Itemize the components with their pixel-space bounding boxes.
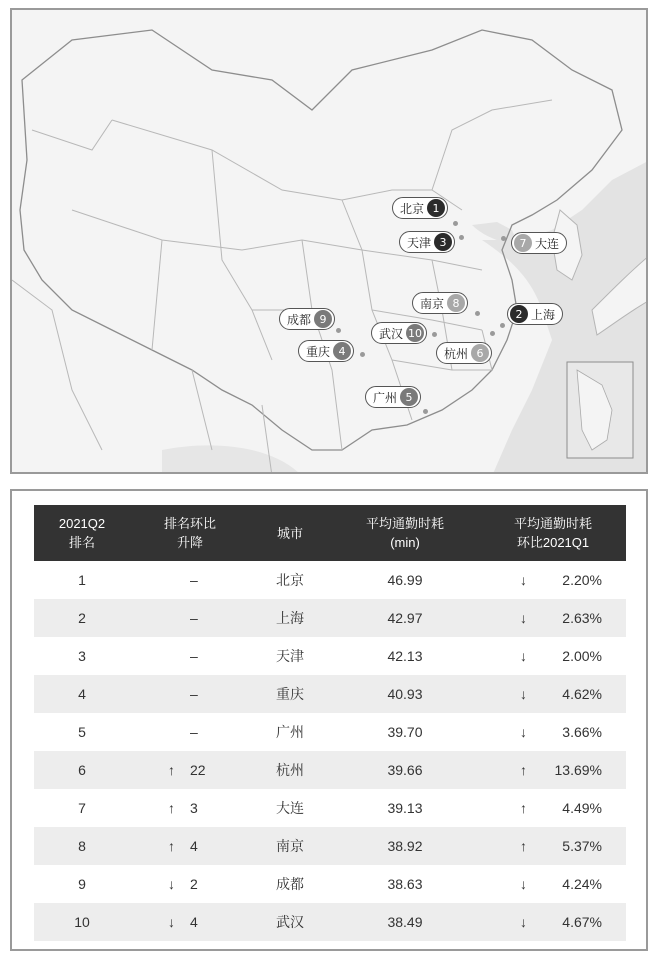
qoq-value: 2.63% <box>562 610 602 626</box>
header-line: 平均通勤时耗 <box>365 516 444 531</box>
header-line: 排名环比 <box>163 516 216 531</box>
rank-badge: 8 <box>447 294 465 312</box>
cell-rank-change <box>130 751 250 789</box>
cell-city: 天津 <box>276 648 304 664</box>
cell-qoq <box>480 865 626 903</box>
city-dot <box>490 331 495 336</box>
rank-badge: 2 <box>510 305 528 323</box>
cell-rank-change <box>130 865 250 903</box>
rank-change-arrow-icon: ↑ <box>168 800 175 816</box>
header-line: 城市 <box>276 525 303 541</box>
cell-rank: 6 <box>34 751 130 789</box>
city-dot <box>432 332 437 337</box>
cell-city: 北京 <box>276 572 304 588</box>
cell-rank: 9 <box>78 876 86 892</box>
rank-change-value: 2 <box>190 876 198 892</box>
header-rank <box>34 505 130 561</box>
header-qoq <box>480 505 626 561</box>
cell-rank-change <box>130 675 250 713</box>
header-line: 升降 <box>176 535 203 550</box>
cell-avg-time: 42.13 <box>387 648 423 664</box>
city-dot <box>453 221 458 226</box>
rank-badge: 5 <box>400 388 418 406</box>
qoq-value: 4.67% <box>562 914 602 930</box>
rank-change-arrow-icon: ↑ <box>168 838 175 854</box>
table-row <box>34 827 626 865</box>
cell-rank: 3 <box>78 648 86 664</box>
cell-avg-time: 42.97 <box>330 599 480 637</box>
qoq-value: 13.69% <box>554 762 602 778</box>
cell-rank: 2 <box>34 599 130 637</box>
cell-avg-time: 40.93 <box>330 675 480 713</box>
table-body <box>34 561 626 941</box>
city-name: 杭州 <box>444 346 469 361</box>
qoq-arrow-icon: ↓ <box>520 648 527 664</box>
city-pin-shanghai <box>507 303 563 325</box>
qoq-arrow-icon: ↓ <box>520 876 527 892</box>
rank-change-value: – <box>190 686 198 702</box>
cell-rank: 10 <box>34 903 130 941</box>
cell-rank-change <box>130 713 250 751</box>
rank-change-value: 4 <box>190 914 198 930</box>
qoq-arrow-icon: ↓ <box>520 914 527 930</box>
header-rank-change <box>130 505 250 561</box>
qoq-value: 5.37% <box>562 838 602 854</box>
rank-change-value: – <box>190 572 198 588</box>
qoq-value: 2.00% <box>562 648 602 664</box>
cell-city: 上海 <box>250 599 330 637</box>
city-dot <box>336 328 341 333</box>
cell-qoq <box>480 827 626 865</box>
cell-rank-change <box>130 637 250 675</box>
qoq-arrow-icon: ↓ <box>520 686 527 702</box>
rank-badge: 3 <box>434 233 452 251</box>
rank-badge: 7 <box>514 234 532 252</box>
table-row <box>34 599 626 637</box>
city-dot <box>475 311 480 316</box>
cell-rank: 8 <box>34 827 130 865</box>
cell-city: 大连 <box>276 800 304 816</box>
cell-qoq <box>480 713 626 751</box>
cell-rank: 5 <box>78 724 86 740</box>
header-line: 排名 <box>68 535 95 550</box>
city-name: 上海 <box>531 307 556 322</box>
cell-avg-time: 39.70 <box>387 724 423 740</box>
table-row <box>34 675 626 713</box>
city-dot <box>459 235 464 240</box>
table-row <box>34 789 626 827</box>
header-city <box>250 505 330 561</box>
cell-avg-time: 38.49 <box>330 903 480 941</box>
qoq-arrow-icon: ↑ <box>520 762 527 778</box>
qoq-value: 3.66% <box>562 724 602 740</box>
header-line: 2021Q2 <box>58 516 106 531</box>
cell-avg-time: 46.99 <box>387 572 423 588</box>
cell-city: 南京 <box>250 827 330 865</box>
cell-qoq <box>480 599 626 637</box>
qoq-value: 4.49% <box>562 800 602 816</box>
cell-qoq <box>480 561 626 599</box>
rank-change-value: 22 <box>190 762 206 778</box>
cell-rank: 1 <box>78 572 86 588</box>
city-name: 大连 <box>535 236 560 251</box>
cell-city: 重庆 <box>250 675 330 713</box>
cell-rank-change <box>130 561 250 599</box>
rank-badge: 6 <box>471 344 489 362</box>
city-dot <box>500 323 505 328</box>
city-name: 天津 <box>407 235 432 250</box>
city-pin-tianjin <box>399 231 455 253</box>
map-panel <box>10 8 648 474</box>
rank-badge: 9 <box>314 310 332 328</box>
cell-city: 杭州 <box>250 751 330 789</box>
rank-change-arrow-icon: ↑ <box>168 762 175 778</box>
table-header-row <box>34 505 626 561</box>
cell-rank-change <box>130 789 250 827</box>
city-dot <box>501 236 506 241</box>
rank-change-value: – <box>190 724 198 740</box>
city-name: 武汉 <box>379 326 404 341</box>
table-row <box>34 865 626 903</box>
cell-qoq <box>480 751 626 789</box>
cell-rank-change <box>130 903 250 941</box>
city-name: 广州 <box>373 390 398 405</box>
city-pin-guangzhou <box>365 386 421 408</box>
rank-badge: 1 <box>427 199 445 217</box>
qoq-value: 4.24% <box>562 876 602 892</box>
rank-change-value: 3 <box>190 800 198 816</box>
table-row <box>34 637 626 675</box>
rank-change-arrow-icon: ↓ <box>168 914 175 930</box>
table-row <box>34 903 626 941</box>
city-name: 南京 <box>420 296 445 311</box>
cell-rank: 4 <box>34 675 130 713</box>
header-avg-time <box>330 505 480 561</box>
header-line: (min) <box>390 535 420 550</box>
cell-city: 武汉 <box>250 903 330 941</box>
table-panel <box>10 489 648 951</box>
qoq-value: 2.20% <box>562 572 602 588</box>
city-name: 成都 <box>287 312 312 327</box>
cell-city: 成都 <box>276 876 304 892</box>
city-pin-dalian <box>511 232 567 254</box>
qoq-arrow-icon: ↓ <box>520 724 527 740</box>
cell-avg-time: 39.66 <box>330 751 480 789</box>
qoq-arrow-icon: ↓ <box>520 572 527 588</box>
header-line: 平均通勤时耗 <box>513 516 592 531</box>
cell-city: 广州 <box>276 724 304 740</box>
qoq-arrow-icon: ↑ <box>520 800 527 816</box>
city-pin-nanjing <box>412 292 468 314</box>
qoq-arrow-icon: ↓ <box>520 610 527 626</box>
city-pin-beijing <box>392 197 448 219</box>
cell-avg-time: 38.63 <box>387 876 423 892</box>
city-pin-hangzhou <box>436 342 492 364</box>
city-dot <box>423 409 428 414</box>
cell-avg-time: 39.13 <box>387 800 423 816</box>
rank-change-value: – <box>190 610 198 626</box>
cell-avg-time: 38.92 <box>330 827 480 865</box>
header-line: 环比2021Q1 <box>516 535 590 550</box>
rank-change-value: – <box>190 648 198 664</box>
rank-change-value: 4 <box>190 838 198 854</box>
rank-badge: 10 <box>406 324 424 342</box>
rank-badge: 4 <box>333 342 351 360</box>
city-pin-chengdu <box>279 308 335 330</box>
table-row <box>34 751 626 789</box>
table-row <box>34 713 626 751</box>
city-name: 重庆 <box>306 344 331 359</box>
cell-qoq <box>480 637 626 675</box>
cell-rank: 7 <box>78 800 86 816</box>
cell-qoq <box>480 789 626 827</box>
cell-qoq <box>480 903 626 941</box>
table-row <box>34 561 626 599</box>
cell-rank-change <box>130 599 250 637</box>
city-pin-wuhan <box>371 322 427 344</box>
qoq-arrow-icon: ↑ <box>520 838 527 854</box>
city-name: 北京 <box>400 201 425 216</box>
cell-rank-change <box>130 827 250 865</box>
commute-ranking-table <box>34 505 626 941</box>
city-pin-chongqing <box>298 340 354 362</box>
cell-qoq <box>480 675 626 713</box>
rank-change-arrow-icon: ↓ <box>168 876 175 892</box>
city-dot <box>360 352 365 357</box>
qoq-value: 4.62% <box>562 686 602 702</box>
